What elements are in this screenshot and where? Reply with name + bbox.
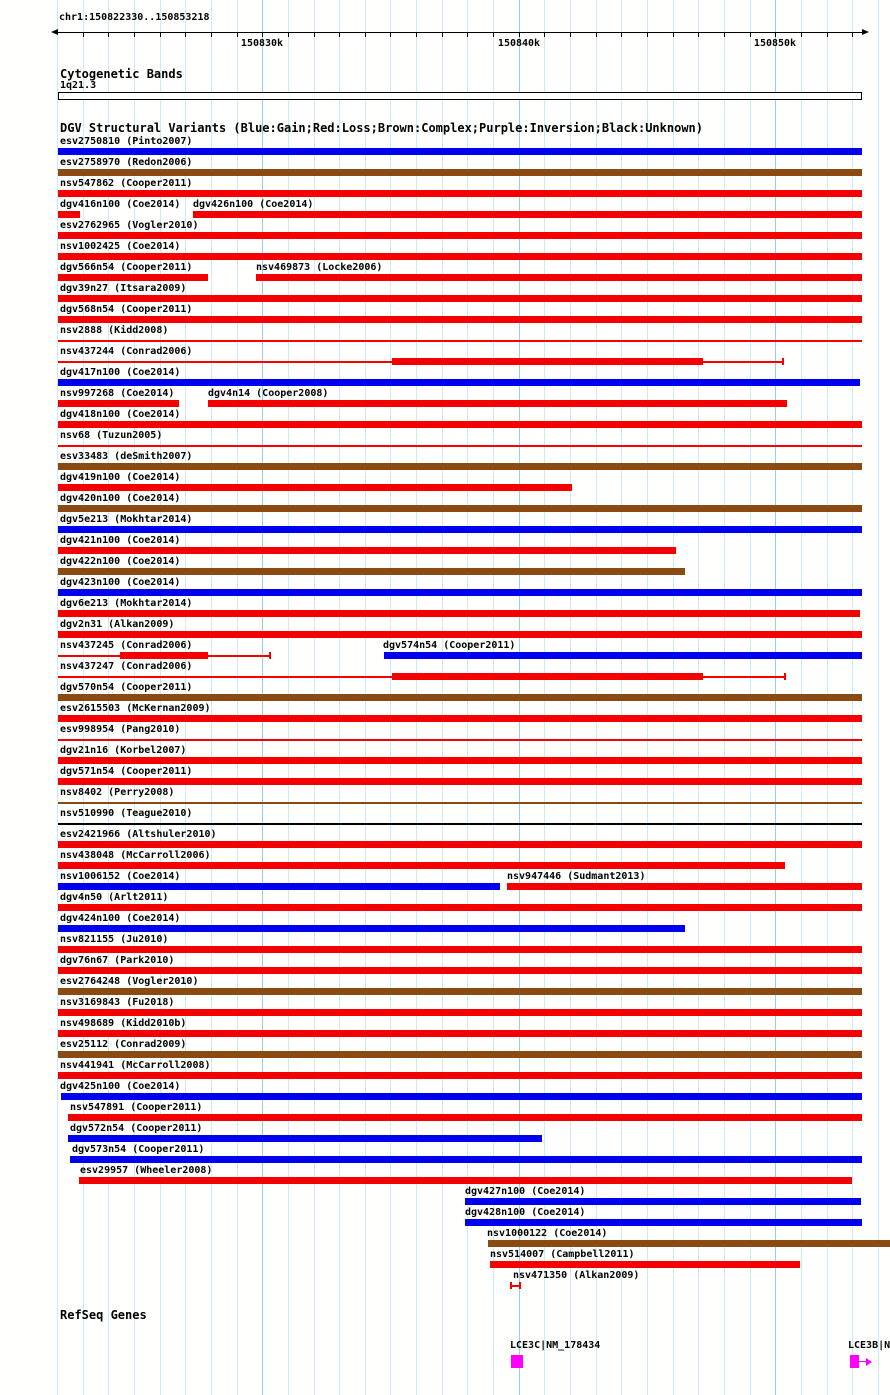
variant-label: esv25112 (Conrad2009) [60,1039,187,1050]
ruler-tick [673,33,674,37]
variant-label: nsv821155 (Ju2010) [60,934,169,945]
variant-bar[interactable] [488,1240,890,1247]
variant-bar[interactable] [79,1177,852,1184]
region-title: chr1:150822330..150853218 [59,12,210,23]
variant-label: dgv571n54 (Cooper2011) [60,766,193,777]
ruler-tick [493,33,494,37]
variant-label: dgv570n54 (Cooper2011) [60,682,193,693]
variant-bar[interactable] [58,946,862,953]
variant-bar[interactable] [58,694,862,701]
ruler-tick [211,33,212,37]
variant-bar[interactable] [58,169,862,176]
variant-bar[interactable] [58,778,862,785]
variant-bar[interactable] [507,883,862,890]
variant-whisker [519,1282,521,1289]
ruler-tick [237,33,238,37]
variant-bar[interactable] [490,1261,800,1268]
variant-bar[interactable] [465,1198,861,1205]
ruler-tick [827,33,828,37]
variant-label: esv33483 (deSmith2007) [60,451,193,462]
variant-label: nsv437245 (Conrad2006) [60,640,193,651]
variant-label: dgv21n16 (Korbel2007) [60,745,187,756]
variant-bar[interactable] [58,841,862,848]
ruler-tick [775,33,776,37]
variant-label: nsv2888 (Kidd2008) [60,325,169,336]
variant-label: nsv437247 (Conrad2006) [60,661,193,672]
variant-label: nsv437244 (Conrad2006) [60,346,193,357]
variant-bar[interactable] [208,400,787,407]
variant-label: dgv2n31 (Alkan2009) [60,619,175,630]
ruler-tick [852,33,853,37]
variant-label: dgv418n100 (Coe2014) [60,409,181,420]
ruler-tick [467,33,468,37]
variant-label: nsv438048 (McCarroll2006) [60,850,211,861]
ruler-tick [750,33,751,37]
variant-bar[interactable] [68,1114,862,1121]
variant-label: dgv417n100 (Coe2014) [60,367,181,378]
ruler-tick [314,33,315,37]
variant-label: dgv419n100 (Coe2014) [60,472,181,483]
ruler-tick [519,33,520,37]
variant-bar[interactable] [58,505,862,512]
ruler-tick [621,33,622,37]
variant-bar[interactable] [58,190,862,197]
variant-whisker [510,1282,512,1289]
ruler-arrow-left-icon [51,29,58,35]
ruler-tick [160,33,161,37]
variant-label: esv2615503 (McKernan2009) [60,703,211,714]
variant-bar[interactable] [392,673,703,680]
variant-label: dgv574n54 (Cooper2011) [383,640,516,651]
variant-label: esv2758970 (Redon2006) [60,157,193,168]
ruler-line [58,32,862,33]
variant-line[interactable] [58,823,862,825]
ruler-tick [416,33,417,37]
ruler-tick [134,33,135,37]
ruler-tick [801,33,802,37]
variant-whisker [784,673,786,680]
ruler-tick [365,33,366,37]
variant-label: nsv514007 (Campbell2011) [490,1249,635,1260]
variant-bar[interactable] [58,967,862,974]
variant-label: nsv471350 (Alkan2009) [513,1270,640,1281]
variant-label: dgv426n100 (Coe2014) [193,199,314,210]
variant-label: dgv5e213 (Mokhtar2014) [60,514,193,525]
ruler-tick-label: 150830k [240,38,284,49]
variant-bar[interactable] [58,211,80,218]
variant-bar[interactable] [58,1051,862,1058]
variant-bar[interactable] [392,358,703,365]
variant-label: dgv423n100 (Coe2014) [60,577,181,588]
variant-line[interactable] [58,802,862,804]
ruler-tick [544,33,545,37]
variant-label: dgv4n14 (Cooper2008) [208,388,329,399]
ruler-tick [288,33,289,37]
variant-bar[interactable] [120,652,208,659]
ruler-tick [108,33,109,37]
gene-box[interactable] [511,1355,523,1368]
variant-label: esv2764248 (Vogler2010) [60,976,199,987]
variant-label: dgv566n54 (Cooper2011) [60,262,193,273]
variant-label: nsv441941 (McCarroll2008) [60,1060,211,1071]
variant-label: dgv421n100 (Coe2014) [60,535,181,546]
ruler-tick-label: 150850k [753,38,797,49]
variant-bar[interactable] [58,295,862,302]
ruler-tick [262,33,263,37]
variant-bar[interactable] [58,589,862,596]
variant-bar[interactable] [58,883,500,890]
variant-bar[interactable] [58,862,785,869]
variant-label: dgv425n100 (Coe2014) [60,1081,181,1092]
variant-bar[interactable] [61,1093,862,1100]
variant-label: dgv572n54 (Cooper2011) [70,1123,203,1134]
variant-label: dgv4n50 (Arlt2011) [60,892,169,903]
variant-bar[interactable] [58,1009,862,1016]
variant-label: dgv568n54 (Cooper2011) [60,304,193,315]
variant-label: nsv498689 (Kidd2010b) [60,1018,187,1029]
ruler-arrow-right-icon [862,29,869,35]
variant-label: nsv1006152 (Coe2014) [60,871,181,882]
variant-bar[interactable] [193,211,862,218]
variant-label: nsv547891 (Cooper2011) [70,1102,203,1113]
section-title-dgv: DGV Structural Variants (Blue:Gain;Red:Loss;Brown:Complex;Purple:Inversion;Black:Unknown) [60,121,703,135]
variant-label: dgv416n100 (Coe2014) [60,199,181,210]
variant-label: nsv547862 (Cooper2011) [60,178,193,189]
variant-bar[interactable] [58,316,862,323]
variant-label: nsv1000122 (Coe2014) [487,1228,608,1239]
ruler-tick [647,33,648,37]
variant-line[interactable] [58,739,862,741]
variant-bar[interactable] [68,1135,542,1142]
variant-bar[interactable] [58,904,862,911]
section-title-refseq: RefSeq Genes [60,1308,147,1322]
gridline [878,0,879,1395]
variant-label: dgv6e213 (Mokhtar2014) [60,598,193,609]
ruler-tick [390,33,391,37]
variant-bar[interactable] [384,652,862,659]
variant-label: esv998954 (Pang2010) [60,724,181,735]
variant-bar[interactable] [58,148,862,155]
variant-bar[interactable] [58,1072,862,1079]
variant-line[interactable] [58,340,862,342]
variant-bar[interactable] [58,757,862,764]
variant-label: dgv428n100 (Coe2014) [465,1207,586,1218]
ruler-tick [442,33,443,37]
ruler-tick [698,33,699,37]
variant-whisker [269,652,271,659]
variant-label: nsv469873 (Locke2006) [256,262,383,273]
ruler-tick-label: 150840k [497,38,541,49]
variant-label: dgv420n100 (Coe2014) [60,493,181,504]
ruler-tick [570,33,571,37]
cytoband-box[interactable] [58,92,862,100]
variant-label: nsv1002425 (Coe2014) [60,241,181,252]
variant-label: nsv68 (Tuzun2005) [60,430,163,441]
variant-label: nsv947446 (Sudmant2013) [507,871,646,882]
variant-label: nsv997268 (Coe2014) [60,388,175,399]
variant-label: dgv427n100 (Coe2014) [465,1186,586,1197]
variant-bar[interactable] [256,274,862,281]
variant-bar[interactable] [58,715,862,722]
variant-label: dgv573n54 (Cooper2011) [72,1144,205,1155]
variant-bar[interactable] [58,988,862,995]
gene-box[interactable] [850,1355,859,1368]
variant-bar[interactable] [58,274,208,281]
variant-bar[interactable] [58,547,676,554]
variant-bar[interactable] [58,400,179,407]
variant-bar[interactable] [465,1219,862,1226]
variant-label: dgv424n100 (Coe2014) [60,913,181,924]
cytoband-label: 1q21.3 [60,80,97,91]
section-title-cytogenetic: Cytogenetic Bands [60,67,183,81]
ruler-tick [83,33,84,37]
variant-line[interactable] [58,445,862,447]
variant-whisker [782,358,784,365]
variant-bar[interactable] [58,526,862,533]
ruler-tick [724,33,725,37]
variant-bar[interactable] [58,463,862,470]
variant-label: dgv422n100 (Coe2014) [60,556,181,567]
variant-bar[interactable] [58,1030,862,1037]
variant-label: esv2421966 (Altshuler2010) [60,829,217,840]
variant-bar[interactable] [58,631,862,638]
variant-label: esv2762965 (Vogler2010) [60,220,199,231]
gene-label: LCE3C|NM_178434 [510,1340,601,1351]
variant-label: esv2750810 (Pinto2007) [60,136,193,147]
variant-bar[interactable] [58,568,685,575]
variant-label: nsv8402 (Perry2008) [60,787,175,798]
variant-label: nsv510990 (Teague2010) [60,808,193,819]
variant-label: dgv76n67 (Park2010) [60,955,175,966]
variant-bar[interactable] [58,484,572,491]
variant-bar[interactable] [58,421,862,428]
ruler-tick [596,33,597,37]
variant-bar[interactable] [58,379,860,386]
variant-label: esv29957 (Wheeler2008) [80,1165,213,1176]
ruler-tick [185,33,186,37]
gene-label: LCE3B|N [848,1340,890,1351]
variant-bar[interactable] [58,925,685,932]
gene-arrow-icon [866,1358,872,1366]
variant-label: dgv39n27 (Itsara2009) [60,283,187,294]
ruler-tick [339,33,340,37]
variant-bar[interactable] [58,253,862,260]
variant-bar[interactable] [58,232,862,239]
variant-label: nsv3169843 (Fu2018) [60,997,175,1008]
variant-bar[interactable] [58,610,860,617]
variant-bar[interactable] [70,1156,862,1163]
